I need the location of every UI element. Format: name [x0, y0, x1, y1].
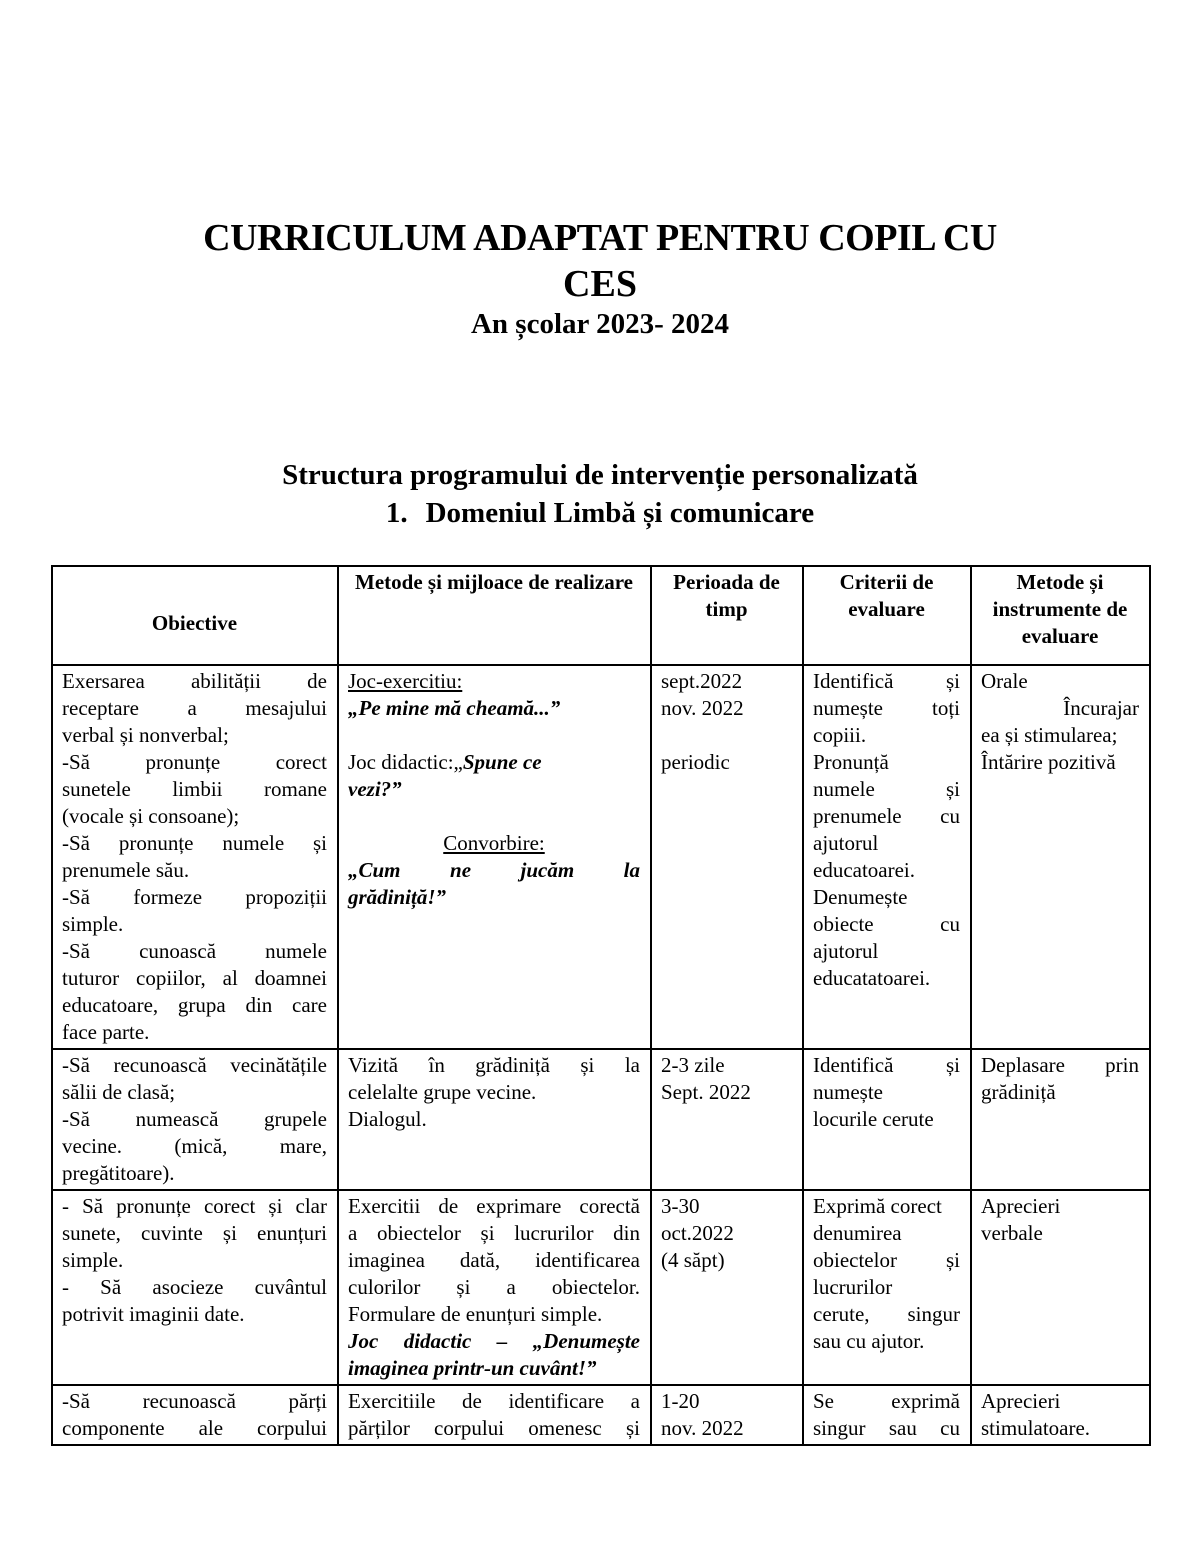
- table-row: [52, 1190, 1150, 1385]
- table-row: [52, 665, 1150, 1049]
- cell-perioada: 2-3 zile Sept. 2022: [651, 1049, 803, 1190]
- program-title: Structura programului de intervenție personalizată: [282, 459, 918, 491]
- school-year: An școlar 2023- 2024: [470, 308, 730, 340]
- cell-perioada: 1-20 nov. 2022: [651, 1385, 803, 1445]
- cell-metode: Exercitiile de identificare a părților corpului omenesc și: [338, 1385, 651, 1445]
- cell-perioada: sept.2022 nov. 2022 periodic: [651, 665, 803, 1049]
- convorbire-label: Convorbire:: [443, 831, 545, 855]
- domain-title: Domeniul Limbă și comunicare: [425, 497, 815, 529]
- table-row: [52, 1385, 1150, 1445]
- cell-metode: Exercitii de exprimare corectă a obiectelor și lucrurilor din imaginea dată, identificarea culorilor și a obiectelor. Formulare de enunțuri simple. Joc didactic – „Denumește imaginea printr-un cuvânt!”: [338, 1190, 651, 1385]
- cell-perioada: 3-30 oct.2022 (4 săpt): [651, 1190, 803, 1385]
- cell-instrumente: Aprecieri stimulatoare.: [971, 1385, 1150, 1445]
- cell-obiective: -Să recunoască părți componente ale corpului: [52, 1385, 338, 1445]
- intervention-table: [51, 565, 1151, 1446]
- cell-criterii: Identifică și numește locurile cerute: [803, 1049, 971, 1190]
- column-header-criterii: Criterii de evaluare: [803, 566, 971, 665]
- cell-instrumente: Aprecieri verbale: [971, 1190, 1150, 1385]
- cell-instrumente: Deplasare prin grădiniță: [971, 1049, 1150, 1190]
- cell-instrumente: Orale Încurajar ea și stimularea; Întărire pozitivă: [971, 665, 1150, 1049]
- column-header-instrumente: Metode și instrumente de evaluare: [971, 566, 1150, 665]
- column-header-metode: Metode și mijloace de realizare: [338, 566, 651, 665]
- column-header-perioada: Perioada de timp: [651, 566, 803, 665]
- cell-criterii: Identifică și numește toți copiii. Pronunță numele și prenumele cu ajutorul educatoarei. Denumește obiecte cu ajutorul educatatoarei.: [803, 665, 971, 1049]
- cell-metode: Vizită în grădiniță și la celelalte grupe vecine. Dialogul.: [338, 1049, 651, 1190]
- document-title-line1: CURRICULUM ADAPTAT PENTRU COPIL CU: [203, 217, 997, 259]
- column-header-obiective: Obiective: [52, 566, 338, 665]
- cell-metode: Joc-exercitiu: „Pe mine mă cheamă...” Joc didactic:„Spune ce vezi?” Convorbire: „Cum ne jucăm la grădiniță!”: [338, 665, 651, 1049]
- cell-obiective: - Să pronunțe corect și clar sunete, cuvinte și enunțuri simple. - Să asocieze cuvântul potrivit imaginii date.: [52, 1190, 338, 1385]
- domain-number: 1.: [385, 497, 408, 529]
- document-title-line2: CES: [563, 263, 637, 305]
- cell-obiective: Exersarea abilității de receptare a mesajului verbal și nonverbal; -Să pronunțe corect sunetele limbii romane (vocale și consoane); -Să pronunțe numele și prenumele său. -Să formeze propoziții simple. -Să cunoască numele tuturor copiilor, al doamnei educatoare, grupa din care face parte.: [52, 665, 338, 1049]
- cell-obiective: -Să recunoască vecinătățile sălii de clasă; -Să numească grupele vecine. (mică, mare, pregătitoare).: [52, 1049, 338, 1190]
- cell-criterii: Se exprimă singur sau cu: [803, 1385, 971, 1445]
- cell-criterii: Exprimă corect denumirea obiectelor și lucrurilor cerute, singur sau cu ajutor.: [803, 1190, 971, 1385]
- table-row: [52, 1049, 1150, 1190]
- joc-exercitiu-label: Joc-exercitiu:: [348, 669, 463, 693]
- domain-heading: [0, 496, 1200, 530]
- joc-exercitiu-title: „Pe mine mă cheamă...”: [348, 696, 561, 720]
- table-header-row: [52, 566, 1150, 665]
